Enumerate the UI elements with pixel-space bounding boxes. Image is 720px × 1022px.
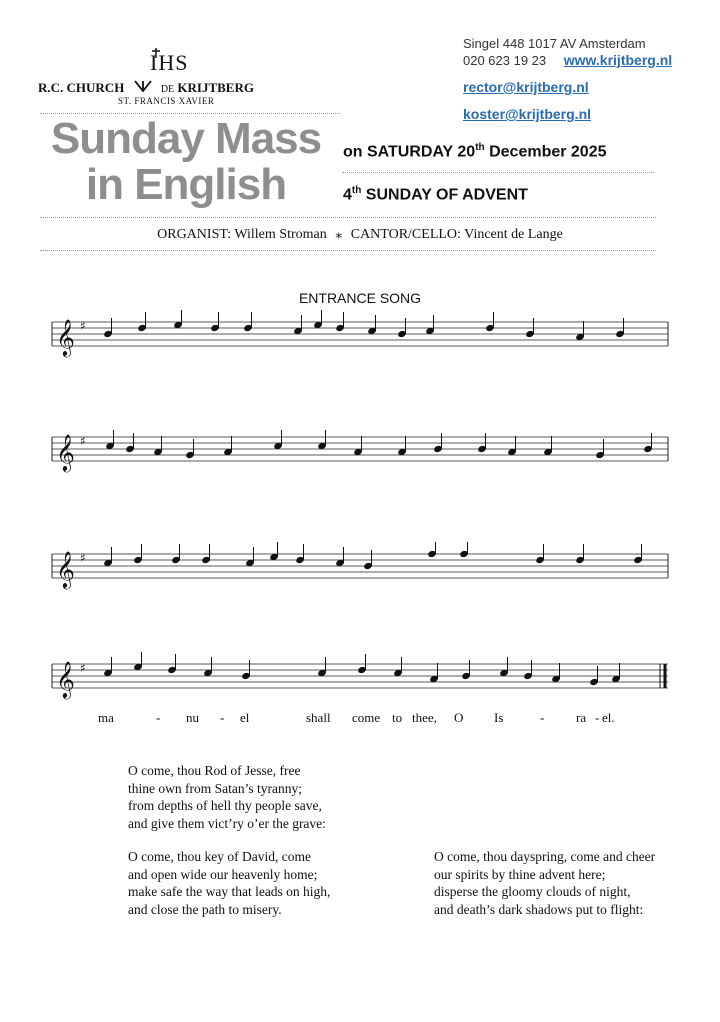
- church-name: R.C. CHURCH DE KRIJTBERG: [38, 80, 254, 95]
- lyric-syllable: shall: [306, 710, 331, 725]
- song-title: ENTRANCE SONG: [298, 290, 422, 306]
- music-staff-2: [0, 425, 720, 485]
- svg-text:♯: ♯: [80, 661, 86, 675]
- separator: ⁎: [335, 227, 343, 242]
- lyric-syllable: ra: [576, 710, 587, 725]
- koster-email-link[interactable]: koster@krijtberg.nl: [463, 106, 592, 122]
- logo-subtitle: ST. FRANCIS XAVIER: [118, 96, 215, 106]
- verse-3: O come, thou dayspring, come and cheer our spirits by thine advent here; disperse the gloomy clouds of night, and death’s dark shadows put to flight:: [434, 849, 656, 917]
- divider: [342, 172, 654, 173]
- rector-email-link[interactable]: rector@krijtberg.nl: [463, 79, 589, 95]
- svg-text:𝄞: 𝄞: [56, 318, 75, 356]
- phone: 020 623 19 23: [463, 53, 547, 68]
- lyric-syllable: -: [595, 710, 600, 725]
- cross-icon: [150, 48, 162, 58]
- music-staff-4: [0, 652, 720, 712]
- verse-2: O come, thou key of David, come and open wide our heavenly home; make safe the way that leads on high, and close the path to misery.: [128, 849, 331, 917]
- lyric-syllable: -: [220, 710, 225, 725]
- lyric-syllable: Is: [494, 710, 504, 725]
- svg-text:𝄞: 𝄞: [56, 660, 75, 698]
- svg-text:♯: ♯: [80, 551, 86, 565]
- svg-text:𝄞: 𝄞: [56, 550, 75, 588]
- contact-block: [463, 36, 672, 123]
- lyric-syllable: -: [156, 710, 161, 725]
- svg-text:♯: ♯: [80, 434, 86, 448]
- lyric-syllable: to: [392, 710, 403, 725]
- liturgical-day: 4th SUNDAY OF ADVENT: [343, 185, 528, 204]
- page-title: Sunday Mass in English: [50, 114, 322, 209]
- lyric-syllable: come: [352, 710, 381, 725]
- mass-date: on SATURDAY 20th December 2025: [343, 142, 607, 161]
- church-logo: [38, 50, 278, 110]
- svg-text:♯: ♯: [80, 319, 86, 333]
- music-staff-1: [0, 310, 720, 370]
- lyric-syllable: ma: [98, 710, 114, 725]
- address: Singel 448 1017 AV Amsterdam: [463, 36, 646, 51]
- lyric-syllable: el.: [602, 710, 615, 725]
- ihs-monogram: IHS: [150, 50, 189, 75]
- divider: [40, 217, 656, 218]
- lyric-syllable: O: [454, 710, 464, 725]
- phone-line: [463, 52, 672, 69]
- nails-icon: [128, 80, 158, 96]
- organist: ORGANIST: Willem Stroman: [157, 227, 327, 242]
- music-staff-3: [0, 542, 720, 602]
- lyric-syllable: -: [540, 710, 545, 725]
- lyric-syllable: nu: [186, 710, 199, 725]
- svg-text:𝄞: 𝄞: [56, 433, 75, 471]
- divider: [40, 250, 656, 251]
- website-link[interactable]: www.krijtberg.nl: [563, 52, 673, 68]
- lyric-syllable: el: [240, 710, 250, 725]
- verse-1: O come, thou Rod of Jesse, free thine own from Satan’s tyranny; from depths of hell thy people save, and give them vict’ry o’er the grave:: [128, 763, 326, 831]
- cantor: CANTOR/CELLO: Vincent de Lange: [350, 227, 563, 242]
- lyric-syllable: thee,: [412, 710, 437, 725]
- music-credits: [0, 226, 720, 243]
